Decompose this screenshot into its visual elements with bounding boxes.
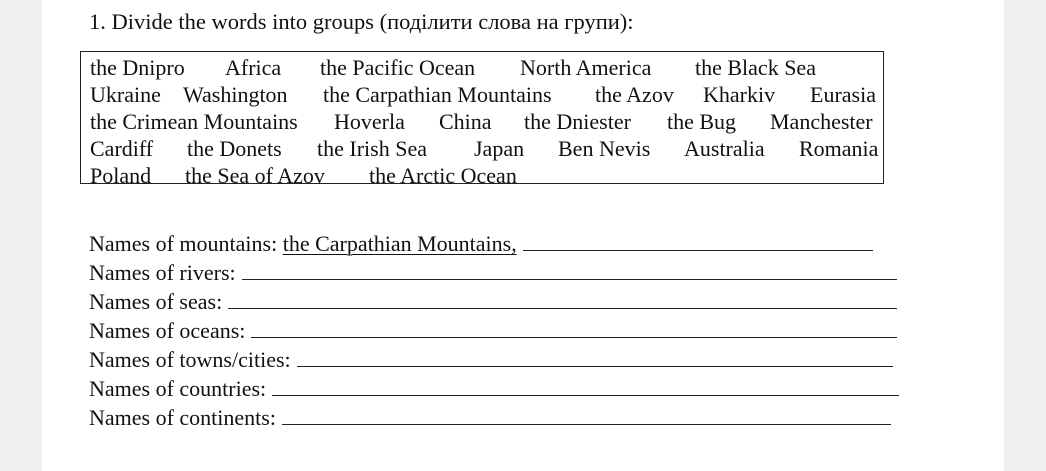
word: Hoverla [334, 109, 405, 134]
answer-blank-line[interactable] [297, 365, 893, 367]
task-title: 1. Divide the words into groups (поділити слова на групи): [89, 9, 634, 34]
group-label: Names of oceans: [89, 318, 246, 343]
group-row-oceans [89, 320, 897, 342]
group-row-mountains [89, 233, 873, 255]
word-box [80, 51, 884, 188]
group-row-rivers [89, 262, 897, 284]
group-row-continents [89, 407, 891, 429]
answer-blank-line[interactable] [272, 394, 899, 396]
word: Kharkiv [703, 82, 776, 107]
word: Japan [474, 136, 525, 161]
word: China [439, 109, 492, 134]
word: Manchester [770, 109, 873, 134]
word: the Bug [667, 109, 737, 134]
group-label: Names of seas: [89, 289, 223, 314]
group-row-countries [89, 378, 899, 400]
answer-blank-line[interactable] [251, 336, 897, 338]
group-row-towns [89, 349, 893, 371]
word: the Irish Sea [317, 136, 427, 161]
word: Eurasia [810, 82, 876, 107]
word: the Sea of Azov [185, 163, 325, 188]
word: Ukraine [90, 82, 161, 107]
word: Romania [799, 136, 879, 161]
word: the Crimean Mountains [90, 109, 298, 134]
word: North America [520, 55, 652, 80]
word: the Donets [187, 136, 282, 161]
word: Washington [183, 82, 288, 107]
group-label: Names of rivers: [89, 260, 236, 285]
word: Australia [684, 136, 765, 161]
word: the Azov [595, 82, 674, 107]
word: Ben Nevis [558, 136, 651, 161]
word: the Arctic Ocean [369, 163, 517, 188]
answer-blank-line[interactable] [228, 307, 897, 309]
word: the Dnipro [90, 55, 185, 80]
word: the Dniester [524, 109, 631, 134]
word: Cardiff [90, 136, 154, 161]
word: Poland [90, 163, 152, 188]
word: Africa [225, 55, 282, 80]
word: the Black Sea [695, 55, 816, 80]
group-label: Names of towns/cities: [89, 347, 291, 372]
group-row-seas [89, 291, 897, 313]
group-label: Names of countries: [89, 376, 267, 401]
worksheet-page [42, 0, 1004, 471]
group-label: Names of continents: [89, 405, 276, 430]
group-label: Names of mountains: [89, 231, 278, 256]
group-answer: the Carpathian Mountains, [282, 231, 517, 256]
word: the Pacific Ocean [320, 55, 476, 80]
answer-blank-line[interactable] [523, 249, 873, 251]
answer-blank-line[interactable] [242, 278, 897, 280]
word: the Carpathian Mountains [323, 82, 552, 107]
answer-blank-line[interactable] [282, 423, 891, 425]
